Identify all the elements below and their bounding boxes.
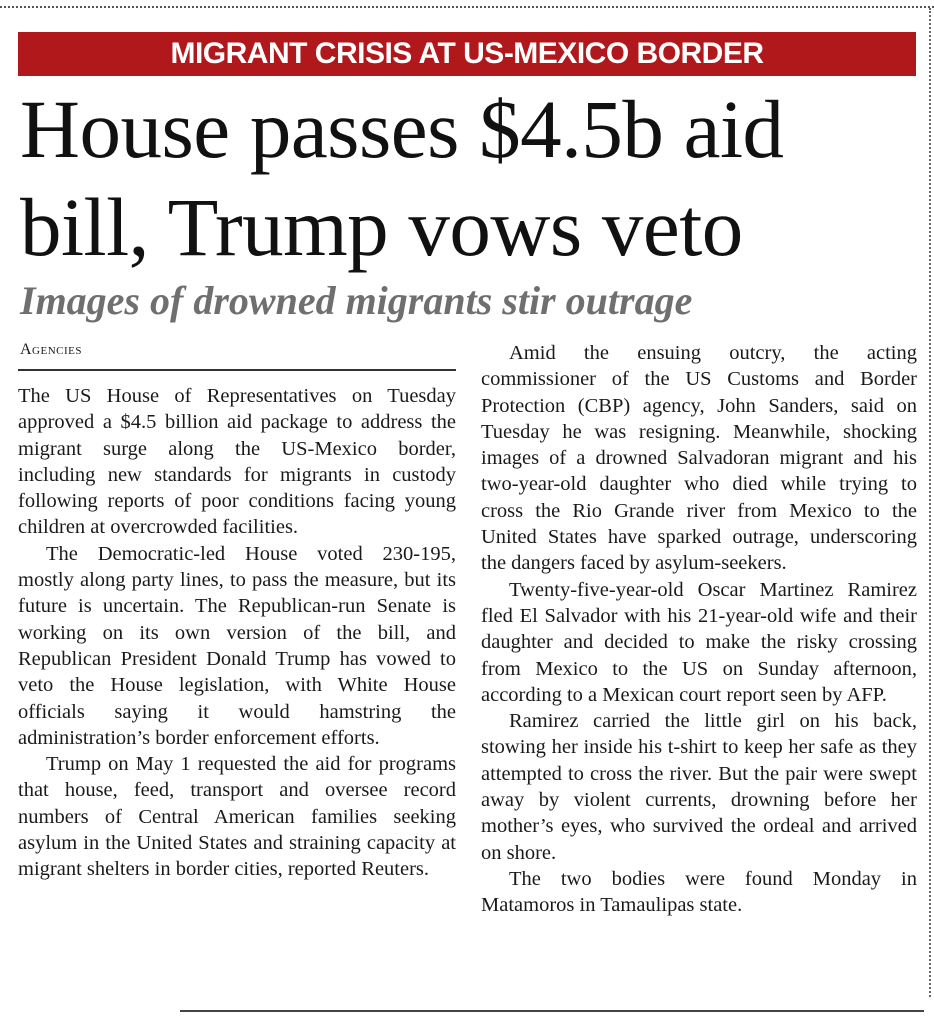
headline: House passes $4.5b aid bill, Trump vows veto — [20, 83, 784, 273]
bottom-rule — [180, 1010, 924, 1012]
paragraph: Amid the ensuing outcry, the acting commissioner of the US Customs and Border Protection (CBP) agency, John Sanders, said on Tuesday he was resigning. Meanwhile, shocking images of a drowned Salvadoran migrant and his two-year-old daughter who died while trying to cross the Rio Grande river from Mexico to the United States have sparked outrage, underscoring the dangers faced by asylum-seekers. — [481, 342, 917, 575]
paragraph: Trump on May 1 requested the aid for programs that house, feed, transport and oversee record numbers of Central American families seeking asylum in the United States and straining capacity at migrant shelters in border cities, reported Reuters. — [18, 753, 456, 881]
article-column-left — [18, 383, 456, 883]
right-dotted-border — [929, 8, 931, 997]
byline-rule — [18, 369, 456, 371]
paragraph: Ramirez carried the little girl on his back, stowing her inside his t-shirt to keep her safe as they attempted to cross the river. But the pair were swept away by violent currents, drowning before her mother’s eyes, who survived the ordeal and arrived on shore. — [481, 710, 917, 864]
paragraph: Twenty-five-year-old Oscar Martinez Ramirez fled El Salvador with his 21-year-old wife and their daughter and decided to make the risky crossing from Mexico to the US on Sunday afternoon, according to a Mexican court report seen by AFP. — [481, 578, 917, 706]
section-kicker: MIGRANT CRISIS AT US-MEXICO BORDER — [18, 32, 916, 76]
paragraph: The US House of Representatives on Tuesday approved a $4.5 billion aid package to address the migrant surge along the US-Mexico border, including new standards for migrants in custody following reports of poor conditions facing young children at overcrowded facilities. — [18, 385, 456, 539]
subheadline: Images of drowned migrants stir outrage — [20, 278, 693, 323]
top-dotted-border — [0, 6, 934, 8]
article-column-right — [481, 340, 917, 919]
paragraph: The two bodies were found Monday in Matamoros in Tamaulipas state. — [481, 867, 917, 917]
byline: Agencies — [20, 341, 82, 358]
paragraph: The Democratic-led House voted 230-195, mostly along party lines, to pass the measure, but its future is uncertain. The Republican-run Senate is working on its own version of the bill, and Republican President Donald Trump has vowed to veto the House legislation, with White House officials saying it would hamstring the administration’s border enforcement efforts. — [18, 542, 456, 749]
